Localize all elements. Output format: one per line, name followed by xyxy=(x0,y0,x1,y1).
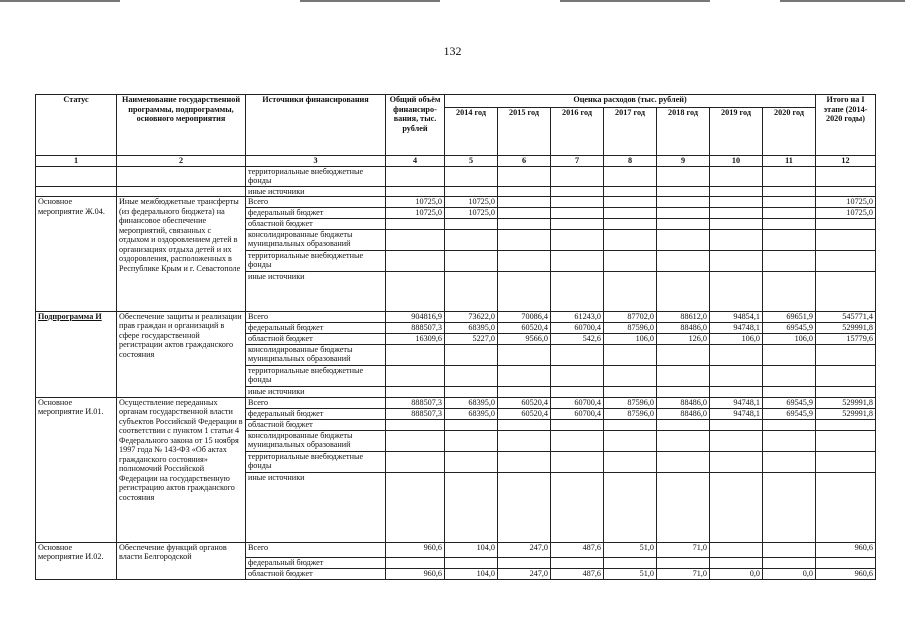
value-cell: 0,0 xyxy=(763,568,816,579)
value-cell xyxy=(445,218,498,229)
value-cell: 87596,0 xyxy=(604,322,657,333)
value-cell xyxy=(551,218,604,229)
value-cell: 60520,4 xyxy=(498,322,551,333)
source-cell: иные источники xyxy=(246,472,386,542)
value-cell: 51,0 xyxy=(604,542,657,557)
value-cell xyxy=(657,451,710,472)
value-cell xyxy=(816,229,876,250)
header-year: 2014 год xyxy=(445,108,498,156)
value-cell xyxy=(604,557,657,568)
value-cell xyxy=(763,271,816,311)
value-cell xyxy=(498,419,551,430)
value-cell xyxy=(604,365,657,386)
source-cell: территориальные внебюджетные фонды xyxy=(246,250,386,271)
value-cell xyxy=(386,186,445,197)
header-status: Статус xyxy=(36,95,117,156)
scan-edge-mark xyxy=(300,0,440,2)
name-cell xyxy=(117,166,246,186)
value-cell: 126,0 xyxy=(657,333,710,344)
column-number: 3 xyxy=(246,156,386,167)
value-cell: 529991,8 xyxy=(816,408,876,419)
table-row xyxy=(36,166,876,186)
value-cell xyxy=(816,472,876,542)
value-cell: 104,0 xyxy=(445,542,498,557)
value-cell xyxy=(710,451,763,472)
source-cell: федеральный бюджет xyxy=(246,557,386,568)
value-cell xyxy=(498,218,551,229)
value-cell xyxy=(386,386,445,397)
value-cell xyxy=(710,271,763,311)
value-cell xyxy=(710,386,763,397)
source-cell: Всего xyxy=(246,397,386,408)
value-cell: 10725,0 xyxy=(816,197,876,208)
table-body xyxy=(36,156,876,580)
value-cell xyxy=(551,344,604,365)
value-cell xyxy=(386,419,445,430)
value-cell xyxy=(551,386,604,397)
value-cell: 73622,0 xyxy=(445,311,498,322)
value-cell xyxy=(763,451,816,472)
value-cell: 5227,0 xyxy=(445,333,498,344)
value-cell xyxy=(710,557,763,568)
value-cell xyxy=(763,197,816,208)
value-cell: 542,6 xyxy=(551,333,604,344)
value-cell xyxy=(498,229,551,250)
value-cell xyxy=(816,386,876,397)
value-cell xyxy=(816,166,876,186)
value-cell: 88486,0 xyxy=(657,397,710,408)
value-cell xyxy=(604,166,657,186)
source-cell: консолидированные бюджеты муниципальных образований xyxy=(246,344,386,365)
value-cell: 106,0 xyxy=(710,333,763,344)
value-cell xyxy=(657,229,710,250)
value-cell: 529991,8 xyxy=(816,322,876,333)
value-cell xyxy=(604,271,657,311)
value-cell xyxy=(816,419,876,430)
value-cell xyxy=(551,166,604,186)
column-number: 10 xyxy=(710,156,763,167)
column-number: 11 xyxy=(763,156,816,167)
value-cell xyxy=(710,472,763,542)
value-cell xyxy=(386,430,445,451)
value-cell xyxy=(498,344,551,365)
source-cell: областной бюджет xyxy=(246,333,386,344)
value-cell: 87596,0 xyxy=(604,397,657,408)
value-cell xyxy=(710,207,763,218)
value-cell xyxy=(657,472,710,542)
value-cell xyxy=(604,451,657,472)
source-cell: консолидированные бюджеты муниципальных образований xyxy=(246,229,386,250)
value-cell: 545771,4 xyxy=(816,311,876,322)
header-total: Общий объём финансиро-вания, тыс. рублей xyxy=(386,95,445,156)
table-row xyxy=(36,397,876,408)
header-sources: Источники финансирования xyxy=(246,95,386,156)
value-cell xyxy=(445,186,498,197)
value-cell xyxy=(710,419,763,430)
value-cell xyxy=(604,218,657,229)
value-cell: 87702,0 xyxy=(604,311,657,322)
value-cell xyxy=(710,197,763,208)
value-cell: 10725,0 xyxy=(445,207,498,218)
value-cell xyxy=(816,365,876,386)
value-cell xyxy=(604,207,657,218)
value-cell xyxy=(763,166,816,186)
value-cell xyxy=(657,197,710,208)
header-year: 2018 год xyxy=(657,108,710,156)
value-cell xyxy=(710,344,763,365)
value-cell xyxy=(445,472,498,542)
value-cell xyxy=(763,419,816,430)
source-cell: Всего xyxy=(246,197,386,208)
value-cell xyxy=(386,229,445,250)
header-year: 2020 год xyxy=(763,108,816,156)
value-cell xyxy=(551,365,604,386)
value-cell xyxy=(604,250,657,271)
column-number: 2 xyxy=(117,156,246,167)
value-cell xyxy=(604,229,657,250)
table-row xyxy=(36,186,876,197)
value-cell xyxy=(386,218,445,229)
value-cell xyxy=(551,197,604,208)
value-cell: 888507,3 xyxy=(386,322,445,333)
column-number: 7 xyxy=(551,156,604,167)
value-cell xyxy=(816,250,876,271)
name-cell: Обеспечение функций органов власти Белгородской xyxy=(117,542,246,579)
value-cell xyxy=(604,430,657,451)
value-cell: 106,0 xyxy=(604,333,657,344)
value-cell: 487,6 xyxy=(551,542,604,557)
name-cell: Обеспечение защиты и реализации прав граждан и организаций в сфере государственной регистрации актов гражданского состояния xyxy=(117,311,246,397)
value-cell xyxy=(816,451,876,472)
column-number: 1 xyxy=(36,156,117,167)
value-cell: 10725,0 xyxy=(816,207,876,218)
value-cell: 904816,9 xyxy=(386,311,445,322)
value-cell: 10725,0 xyxy=(386,207,445,218)
value-cell: 9566,0 xyxy=(498,333,551,344)
value-cell xyxy=(498,451,551,472)
value-cell xyxy=(710,218,763,229)
source-cell: областной бюджет xyxy=(246,218,386,229)
value-cell xyxy=(816,186,876,197)
column-number: 12 xyxy=(816,156,876,167)
column-number-row xyxy=(36,156,876,167)
value-cell xyxy=(445,344,498,365)
value-cell: 106,0 xyxy=(763,333,816,344)
value-cell xyxy=(445,451,498,472)
value-cell xyxy=(763,472,816,542)
table-row xyxy=(36,197,876,208)
value-cell xyxy=(763,229,816,250)
value-cell: 60520,4 xyxy=(498,408,551,419)
value-cell: 10725,0 xyxy=(445,197,498,208)
value-cell xyxy=(710,250,763,271)
value-cell xyxy=(816,557,876,568)
value-cell xyxy=(763,218,816,229)
value-cell xyxy=(657,218,710,229)
value-cell xyxy=(445,166,498,186)
header-estimate: Оценка расходов (тыс. рублей) xyxy=(445,95,816,108)
value-cell xyxy=(551,271,604,311)
value-cell xyxy=(710,365,763,386)
value-cell xyxy=(498,386,551,397)
value-cell xyxy=(551,430,604,451)
value-cell: 529991,8 xyxy=(816,397,876,408)
value-cell: 68395,0 xyxy=(445,397,498,408)
status-cell xyxy=(36,186,117,197)
value-cell xyxy=(657,419,710,430)
value-cell xyxy=(710,166,763,186)
value-cell: 71,0 xyxy=(657,568,710,579)
value-cell: 88486,0 xyxy=(657,322,710,333)
value-cell xyxy=(657,250,710,271)
value-cell xyxy=(551,250,604,271)
value-cell xyxy=(604,186,657,197)
name-cell xyxy=(117,186,246,197)
budget-table xyxy=(35,94,876,580)
value-cell xyxy=(445,430,498,451)
value-cell xyxy=(657,166,710,186)
value-cell xyxy=(710,186,763,197)
value-cell xyxy=(763,557,816,568)
value-cell xyxy=(657,386,710,397)
value-cell: 69545,9 xyxy=(763,408,816,419)
value-cell xyxy=(498,365,551,386)
value-cell xyxy=(816,218,876,229)
scan-edge-mark xyxy=(560,0,710,2)
value-cell xyxy=(604,472,657,542)
status-cell xyxy=(36,166,117,186)
value-cell xyxy=(551,207,604,218)
value-cell xyxy=(816,430,876,451)
value-cell xyxy=(386,365,445,386)
value-cell xyxy=(604,344,657,365)
value-cell xyxy=(551,451,604,472)
value-cell: 51,0 xyxy=(604,568,657,579)
value-cell xyxy=(604,419,657,430)
value-cell xyxy=(551,472,604,542)
value-cell xyxy=(657,430,710,451)
table-row xyxy=(36,311,876,322)
value-cell xyxy=(710,229,763,250)
value-cell xyxy=(657,344,710,365)
value-cell: 88612,0 xyxy=(657,311,710,322)
value-cell: 71,0 xyxy=(657,542,710,557)
value-cell xyxy=(498,271,551,311)
value-cell: 94748,1 xyxy=(710,322,763,333)
scan-edge-mark xyxy=(0,0,120,2)
status-cell: Основное мероприятие Ж.04. xyxy=(36,197,117,312)
value-cell xyxy=(445,365,498,386)
value-cell xyxy=(551,557,604,568)
header-year: 2016 год xyxy=(551,108,604,156)
value-cell xyxy=(386,451,445,472)
value-cell xyxy=(386,557,445,568)
column-number: 5 xyxy=(445,156,498,167)
value-cell: 69651,9 xyxy=(763,311,816,322)
value-cell xyxy=(763,365,816,386)
value-cell: 87596,0 xyxy=(604,408,657,419)
source-cell: Всего xyxy=(246,542,386,557)
source-cell: Всего xyxy=(246,311,386,322)
value-cell xyxy=(445,419,498,430)
source-cell: территориальные внебюджетные фонды xyxy=(246,166,386,186)
source-cell: иные источники xyxy=(246,271,386,311)
page-number: 132 xyxy=(443,44,462,58)
source-cell: федеральный бюджет xyxy=(246,207,386,218)
value-cell: 15779,6 xyxy=(816,333,876,344)
source-cell: территориальные внебюджетные фонды xyxy=(246,451,386,472)
value-cell xyxy=(551,419,604,430)
value-cell: 960,6 xyxy=(386,568,445,579)
value-cell: 68395,0 xyxy=(445,408,498,419)
source-cell: федеральный бюджет xyxy=(246,322,386,333)
value-cell xyxy=(498,166,551,186)
value-cell xyxy=(657,271,710,311)
header-stage-total: Итого на I этапе (2014-2020 годы) xyxy=(816,95,876,156)
source-cell: иные источники xyxy=(246,386,386,397)
value-cell: 60700,4 xyxy=(551,322,604,333)
value-cell: 247,0 xyxy=(498,542,551,557)
value-cell xyxy=(657,186,710,197)
value-cell xyxy=(498,186,551,197)
value-cell: 60700,4 xyxy=(551,397,604,408)
source-cell: областной бюджет xyxy=(246,419,386,430)
value-cell xyxy=(386,344,445,365)
value-cell xyxy=(763,386,816,397)
value-cell: 16309,6 xyxy=(386,333,445,344)
value-cell: 888507,3 xyxy=(386,408,445,419)
value-cell xyxy=(604,197,657,208)
value-cell xyxy=(710,430,763,451)
value-cell xyxy=(498,250,551,271)
value-cell: 60520,4 xyxy=(498,397,551,408)
header-year: 2015 год xyxy=(498,108,551,156)
name-cell: Осуществление переданных органам государственной власти субъектов Российской Федерации в соответствии с пунктом 1 статьи 4 Федерального закона от 15 ноября 1997 года № 143-ФЗ «Об актах гражданского состояния» полномочий Российской Федерации на государственную регистрацию актов гражданского состояния xyxy=(117,397,246,542)
source-cell: федеральный бюджет xyxy=(246,408,386,419)
value-cell xyxy=(816,271,876,311)
value-cell: 960,6 xyxy=(816,542,876,557)
value-cell xyxy=(445,557,498,568)
value-cell xyxy=(445,250,498,271)
column-number: 8 xyxy=(604,156,657,167)
value-cell: 94854,1 xyxy=(710,311,763,322)
value-cell xyxy=(498,207,551,218)
value-cell: 94748,1 xyxy=(710,397,763,408)
column-number: 4 xyxy=(386,156,445,167)
status-cell: Подпрограмма И xyxy=(36,311,117,397)
value-cell xyxy=(551,186,604,197)
source-cell: областной бюджет xyxy=(246,568,386,579)
value-cell xyxy=(816,344,876,365)
value-cell: 888507,3 xyxy=(386,397,445,408)
value-cell xyxy=(498,557,551,568)
value-cell: 70086,4 xyxy=(498,311,551,322)
value-cell xyxy=(445,386,498,397)
value-cell: 247,0 xyxy=(498,568,551,579)
header-year: 2019 год xyxy=(710,108,763,156)
value-cell xyxy=(763,344,816,365)
value-cell: 88486,0 xyxy=(657,408,710,419)
value-cell xyxy=(710,542,763,557)
value-cell: 69545,9 xyxy=(763,322,816,333)
value-cell xyxy=(445,229,498,250)
value-cell xyxy=(763,186,816,197)
value-cell xyxy=(386,250,445,271)
value-cell: 68395,0 xyxy=(445,322,498,333)
source-cell: территориальные внебюджетные фонды xyxy=(246,365,386,386)
value-cell: 69545,9 xyxy=(763,397,816,408)
value-cell xyxy=(386,472,445,542)
value-cell xyxy=(498,197,551,208)
value-cell: 61243,0 xyxy=(551,311,604,322)
status-cell: Основное мероприятие И.01. xyxy=(36,397,117,542)
source-cell: консолидированные бюджеты муниципальных образований xyxy=(246,430,386,451)
value-cell xyxy=(445,271,498,311)
value-cell: 94748,1 xyxy=(710,408,763,419)
value-cell xyxy=(763,542,816,557)
value-cell xyxy=(604,386,657,397)
value-cell xyxy=(498,472,551,542)
value-cell: 104,0 xyxy=(445,568,498,579)
value-cell: 0,0 xyxy=(710,568,763,579)
value-cell xyxy=(763,207,816,218)
status-cell: Основное мероприятие И.02. xyxy=(36,542,117,579)
header-name: Наименование государственной программы, подпрограммы, основного мероприятия xyxy=(117,95,246,156)
value-cell xyxy=(657,557,710,568)
value-cell xyxy=(386,271,445,311)
value-cell: 487,6 xyxy=(551,568,604,579)
value-cell xyxy=(551,229,604,250)
value-cell xyxy=(498,430,551,451)
scan-edge-mark xyxy=(780,0,905,2)
value-cell: 960,6 xyxy=(386,542,445,557)
value-cell: 960,6 xyxy=(816,568,876,579)
value-cell xyxy=(386,166,445,186)
value-cell xyxy=(763,430,816,451)
value-cell xyxy=(657,365,710,386)
table-row xyxy=(36,542,876,557)
value-cell: 10725,0 xyxy=(386,197,445,208)
value-cell xyxy=(763,250,816,271)
column-number: 9 xyxy=(657,156,710,167)
name-cell: Иные межбюджетные трансферты (из федерального бюджета) на финансовое обеспечение мероприятий, связанных с отдыхом и оздоровлением детей в организациях отдыха детей и их оздоровления, расположенных в Республике Крым и г. Севастополе xyxy=(117,197,246,312)
column-number: 6 xyxy=(498,156,551,167)
value-cell xyxy=(657,207,710,218)
value-cell: 60700,4 xyxy=(551,408,604,419)
header-year: 2017 год xyxy=(604,108,657,156)
source-cell: иные источники xyxy=(246,186,386,197)
